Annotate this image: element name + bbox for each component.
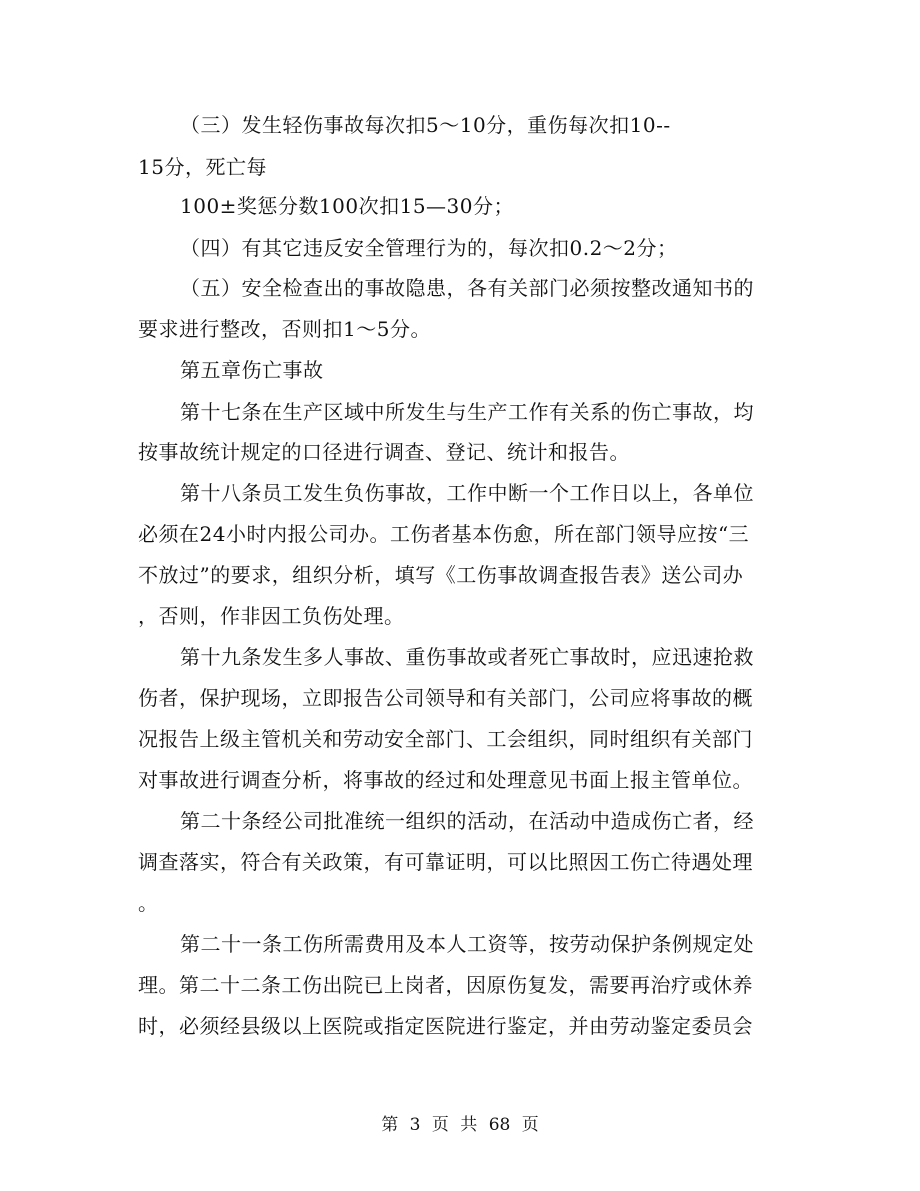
- body-line: 伤者，保护现场，立即报告公司领导和有关部门，公司应将事故的概: [138, 686, 753, 710]
- body-line: （五）安全检查出的事故隐患，各有关部门必须按整改通知书的: [180, 276, 754, 300]
- body-line: 。: [138, 891, 159, 915]
- body-line: 况报告上级主管机关和劳动安全部门、工会组织，同时组织有关部门: [138, 727, 753, 751]
- body-line: 第二十一条工伤所需费用及本人工资等，按劳动保护条例规定处: [180, 932, 754, 956]
- body-line: 第十八条员工发生负伤事故，工作中断一个工作日以上，各单位: [180, 481, 754, 505]
- body-line: （三）发生轻伤事故每次扣5～10分，重伤每次扣10--: [180, 113, 671, 137]
- body-line: 时，必须经县级以上医院或指定医院进行鉴定，并由劳动鉴定委员会: [138, 1014, 753, 1038]
- body-line: ，否则，作非因工负伤处理。: [138, 604, 405, 628]
- body-line: 不放过”的要求，组织分析，填写《工伤事故调查报告表》送公司办: [138, 563, 744, 587]
- chapter-heading: 第五章伤亡事故: [180, 358, 324, 382]
- body-line: 对事故进行调查分析，将事故的经过和处理意见书面上报主管单位。: [138, 768, 753, 792]
- body-line: 第十九条发生多人事故、重伤事故或者死亡事故时，应迅速抢救: [180, 645, 754, 669]
- body-line: 理。第二十二条工伤出院已上岗者，因原伤复发，需要再治疗或休养: [138, 973, 753, 997]
- body-line: 调查落实，符合有关政策，有可靠证明，可以比照因工伤亡待遇处理: [138, 850, 753, 874]
- body-line: 第二十条经公司批准统一组织的活动，在活动中造成伤亡者，经: [180, 809, 754, 833]
- body-line: 15分，死亡每: [138, 155, 267, 179]
- page-number-footer: 第 3 页 共 68 页: [381, 1115, 539, 1135]
- body-line: 要求进行整改，否则扣1～5分。: [138, 317, 431, 341]
- body-line: 100±奖惩分数100次扣15—30分；: [180, 194, 515, 218]
- body-line: 第十七条在生产区域中所发生与生产工作有关系的伤亡事故，均: [180, 400, 754, 424]
- body-line: （四）有其它违反安全管理行为的，每次扣0.2～2分；: [180, 236, 678, 260]
- body-line: 必须在24小时内报公司办。工伤者基本伤愈，所在部门领导应按“三: [138, 522, 750, 546]
- body-line: 按事故统计规定的口径进行调查、登记、统计和报告。: [138, 440, 630, 464]
